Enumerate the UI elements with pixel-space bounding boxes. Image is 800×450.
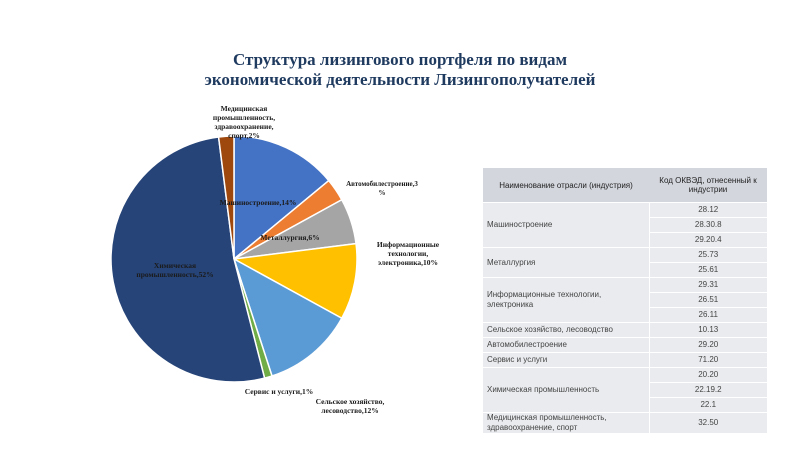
industry-cell: Сельское хозяйство, лесоводство: [483, 323, 649, 338]
okved-code-cell: 26.51: [649, 293, 767, 308]
slice-label-line: промышленность,: [212, 113, 276, 122]
slice-label-line: здравоохранение,: [214, 122, 274, 131]
slice-label-line: Информационные: [376, 240, 440, 249]
slice-label-7: [213, 104, 275, 140]
okved-code-cell: 32.50: [649, 413, 767, 434]
table-row: [483, 368, 767, 383]
slice-label-5: [245, 387, 313, 396]
okved-code-cell: 29.20: [649, 338, 767, 353]
okved-code-cell: 28.12: [649, 203, 767, 218]
slice-label-3: [377, 240, 440, 267]
slice-label-line: Металлургия,6%: [260, 233, 320, 242]
okved-code-cell: 26.11: [649, 308, 767, 323]
okved-code-cell: 10.13: [649, 323, 767, 338]
slice-label-1: [346, 180, 418, 197]
table-row: [483, 248, 767, 263]
table-row: [483, 278, 767, 293]
table-header-row: [483, 168, 767, 203]
okved-table: [483, 168, 767, 434]
okved-code-cell: 28.30.8: [649, 218, 767, 233]
table-row: [483, 413, 767, 434]
slice-label-line: Сервис и услуги,1%: [244, 387, 314, 396]
chart-title-line-1: Структура лизингового портфеля по видам: [232, 50, 568, 69]
industry-cell: Медицинская промышленность, здравоохранение, спорт: [483, 413, 649, 434]
okved-code-cell: 71.20: [649, 353, 767, 368]
slice-label-line: Медицинская: [220, 104, 268, 113]
chart-title-line-2: экономической деятельности Лизингополучателей: [204, 70, 596, 89]
table-row: [483, 323, 767, 338]
slice-label-line: спорт,2%: [228, 131, 260, 140]
okved-code-cell: 20.20: [649, 368, 767, 383]
slice-label-line: Сельское хозяйство,: [315, 397, 385, 406]
slice-label-2: [260, 233, 319, 242]
industry-cell: Сервис и услуги: [483, 353, 649, 368]
okved-code-cell: 29.20.4: [649, 233, 767, 248]
table-body: [483, 203, 767, 434]
slice-label-line: технологии,: [387, 249, 429, 258]
okved-code-cell: 22.19.2: [649, 383, 767, 398]
table-row: [483, 203, 767, 218]
slice-label-line: Химическая: [153, 261, 197, 270]
okved-code-cell: 22.1: [649, 398, 767, 413]
slice-label-0: [220, 198, 297, 207]
industry-cell: Металлургия: [483, 248, 649, 278]
slice-label-line: промышленность,52%: [136, 270, 214, 279]
table-row: [483, 338, 767, 353]
industry-cell: Машиностроение: [483, 203, 649, 248]
slice-label-line: Машиностроение,14%: [219, 198, 297, 207]
industry-cell: Информационные технологии, электроника: [483, 278, 649, 323]
slice-label-line: Автомобилестроение,3: [346, 180, 418, 188]
industry-cell: Автомобилестроение: [483, 338, 649, 353]
okved-code-cell: 25.61: [649, 263, 767, 278]
okved-code-cell: 25.73: [649, 248, 767, 263]
okved-code-cell: 29.31: [649, 278, 767, 293]
slice-label-line: %: [378, 189, 386, 197]
table-row: [483, 353, 767, 368]
slice-label-line: лесоводство,12%: [321, 406, 379, 415]
industry-cell: Химическая промышленность: [483, 368, 649, 413]
column-header-okved-code: Код ОКВЭД, отнесенный к индустрии: [649, 168, 767, 203]
slice-label-line: электроника,10%: [377, 258, 439, 267]
column-header-industry: Наименование отрасли (индустрия): [483, 168, 649, 203]
slice-label-4: [316, 397, 385, 415]
